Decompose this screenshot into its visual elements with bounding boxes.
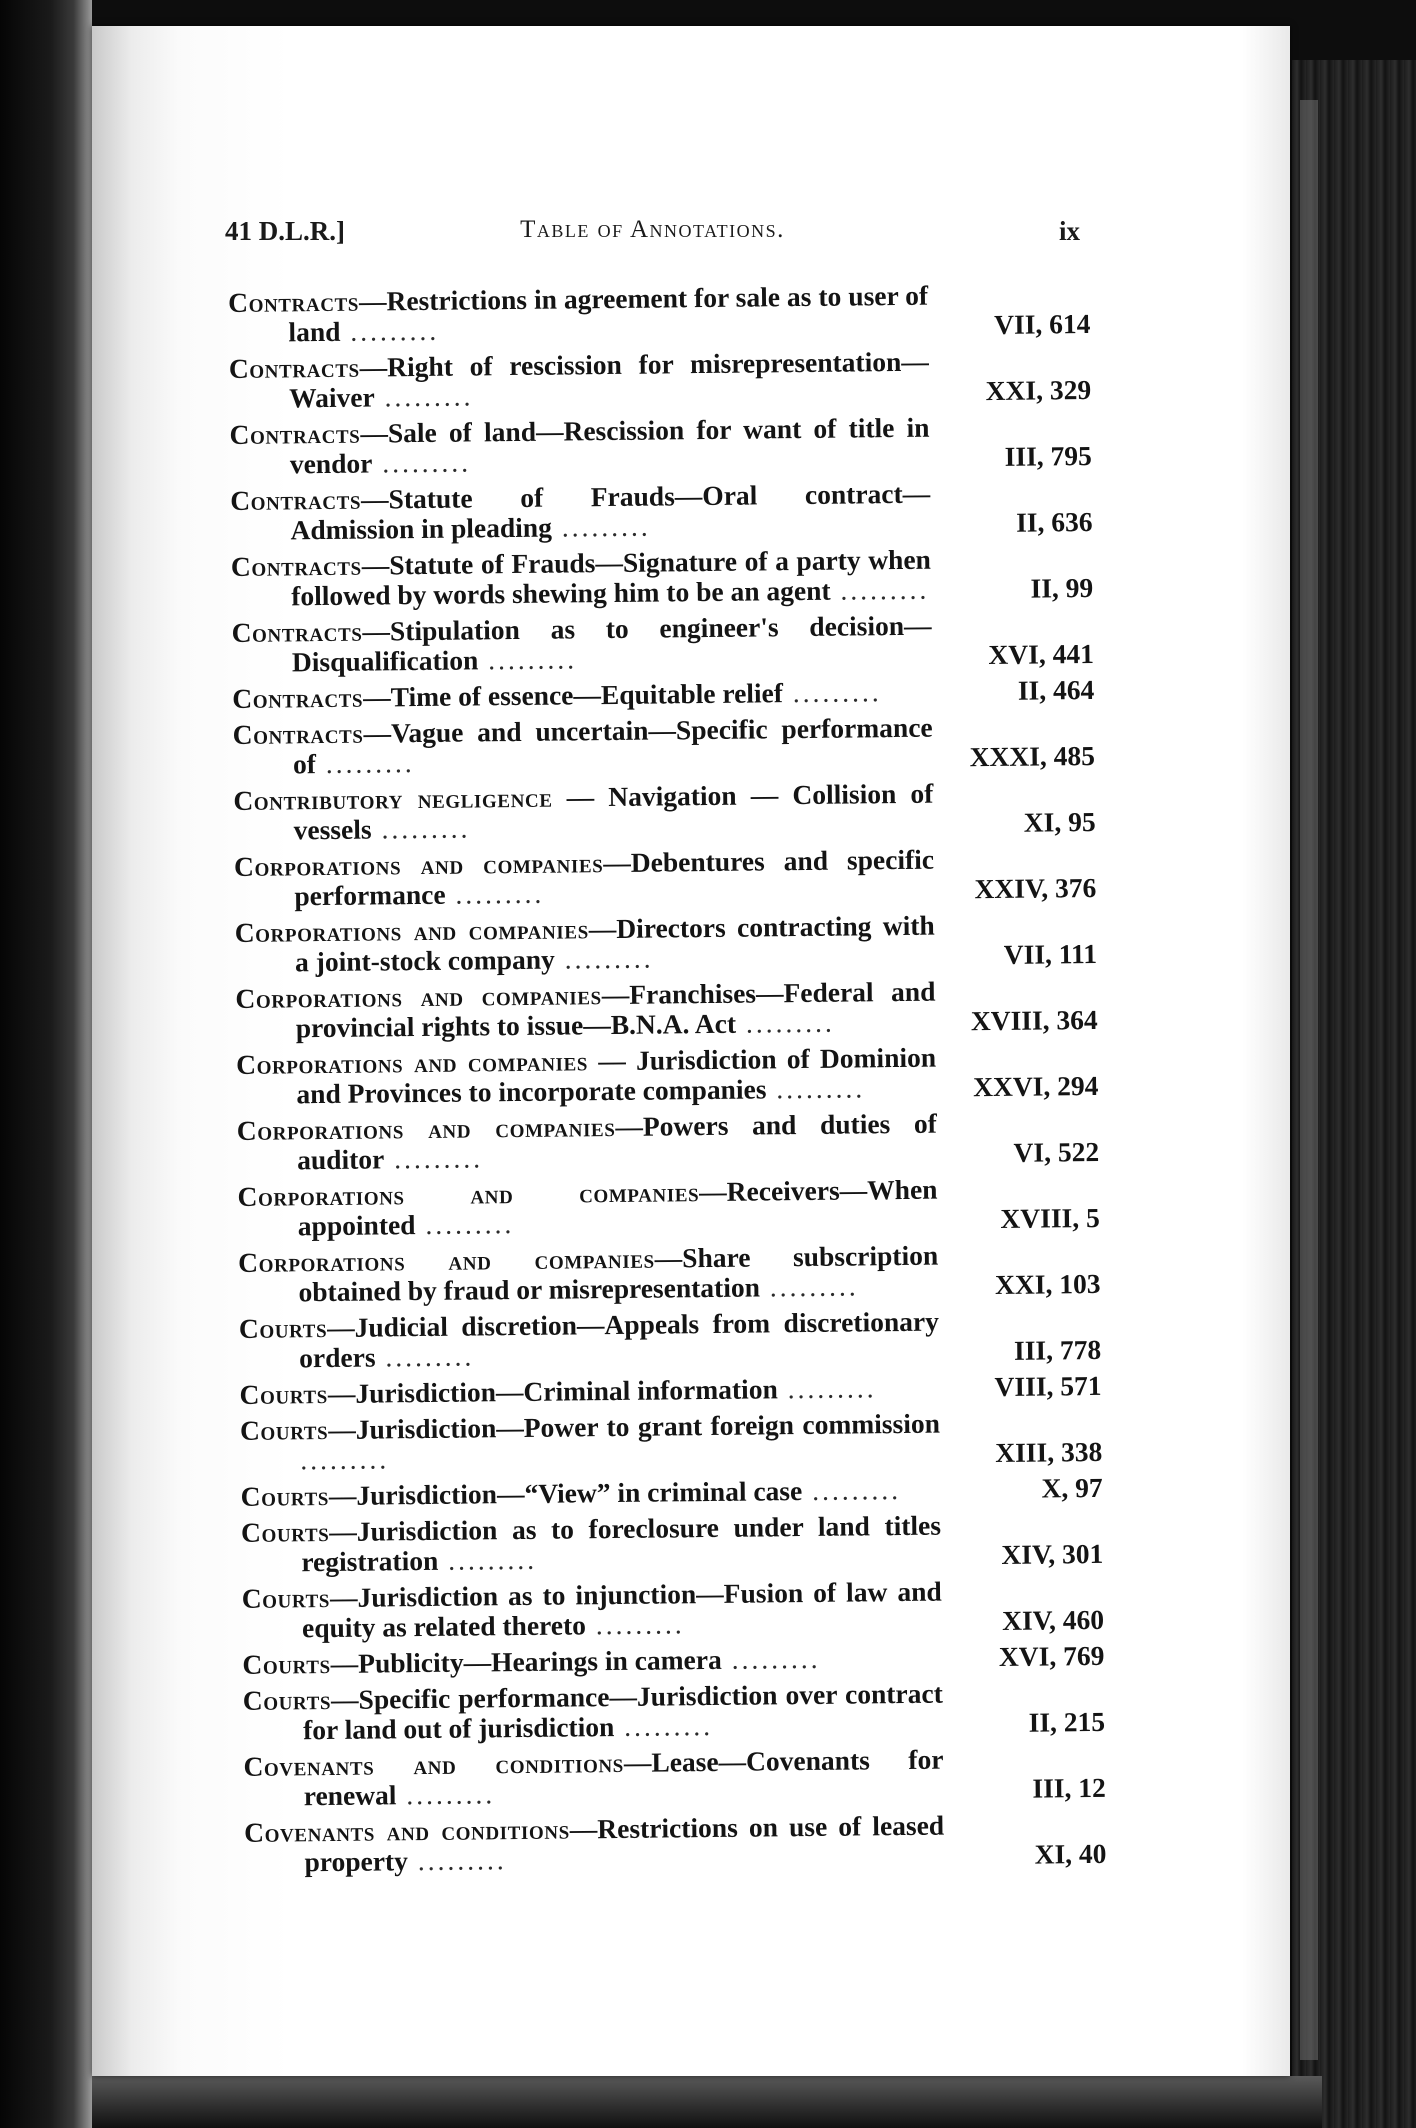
- list-item: [232, 675, 1094, 714]
- entry-topic: Corporations and companies: [235, 979, 602, 1014]
- list-item: [233, 777, 1096, 846]
- entry-topic: Courts: [242, 1683, 332, 1716]
- entry-description: —Restrictions on use of leased property: [304, 1809, 945, 1878]
- entry-topic: Contributory negligence: [233, 781, 553, 816]
- page-number: ix: [1058, 216, 1080, 246]
- book-spine-shadow: [0, 0, 92, 2128]
- entry-text: [238, 1241, 939, 1308]
- entry-text: [241, 1511, 942, 1578]
- entry-text: [236, 1043, 937, 1110]
- dot-leader: .........: [371, 812, 471, 845]
- list-item: [235, 909, 1098, 978]
- book-edge-highlight: [1300, 100, 1318, 2060]
- entry-description: —Jurisdiction as to injunction—Fusion of law and equity as related thereto: [301, 1575, 942, 1644]
- entry-topic: Contracts: [232, 681, 364, 714]
- entry-description: —Franchises—Federal and provincial rights to issue—B.N.A. Act: [295, 975, 936, 1044]
- entry-text: [235, 911, 936, 978]
- entry-reference: II, 215: [1028, 1705, 1106, 1738]
- entry-topic: Corporations and companies: [233, 847, 604, 882]
- list-item: [229, 345, 1092, 414]
- entry-topic: Corporations and companies: [235, 1045, 589, 1080]
- entry-reference: XXVI, 294: [972, 1069, 1099, 1103]
- entry-reference: VII, 614: [993, 307, 1091, 340]
- entry-description: —Stipulation as to engineer's decision—Disqualification: [291, 609, 932, 678]
- dot-leader: .........: [735, 1006, 835, 1039]
- entry-text: [240, 1409, 941, 1476]
- dot-leader: .........: [384, 1142, 484, 1175]
- entry-text: [243, 1745, 944, 1812]
- entry-topic: Covenants and conditions: [244, 1813, 570, 1848]
- entry-topic: Contracts: [232, 717, 364, 750]
- dot-leader: .........: [777, 1372, 877, 1405]
- entry-reference: III, 795: [1004, 439, 1092, 472]
- dot-leader: .........: [396, 1778, 496, 1811]
- entry-description: —Jurisdiction—Criminal information: [327, 1373, 778, 1410]
- dot-leader: .........: [300, 1443, 390, 1476]
- entry-description: —Debentures and specific performance: [294, 843, 935, 912]
- entry-description: —Judicial discretion—Appeals from discretionary orders: [299, 1305, 940, 1374]
- dot-leader: .........: [782, 676, 882, 709]
- dot-leader: .........: [438, 1543, 538, 1576]
- entry-reference: VIII, 571: [994, 1369, 1102, 1403]
- entry-description: —Share subscription obtained by fraud or misrepresentation: [298, 1239, 939, 1308]
- entry-reference: XIII, 338: [995, 1435, 1103, 1469]
- list-item: [231, 609, 1094, 678]
- entry-reference: XXI, 103: [994, 1267, 1101, 1301]
- entry-description: —Jurisdiction—Power to grant foreign commission: [328, 1407, 941, 1446]
- entry-topic: Contracts: [229, 417, 361, 450]
- list-item: [242, 1575, 1105, 1644]
- entry-text: [231, 611, 932, 678]
- entry-topic: Courts: [239, 1378, 329, 1410]
- dot-leader: .........: [585, 1608, 685, 1641]
- entry-topic: Courts: [240, 1516, 330, 1548]
- entry-description: —Vague and uncertain—Specific performance of: [292, 711, 933, 780]
- dot-leader: .........: [478, 643, 578, 676]
- entry-reference: XIV, 460: [1001, 1603, 1105, 1636]
- dot-leader: .........: [315, 747, 415, 780]
- entry-text: [239, 1373, 939, 1410]
- entry-text: [234, 845, 935, 912]
- entry-description: —Specific performance—Jurisdiction over contract for land out of jurisdiction: [302, 1677, 943, 1746]
- entry-topic: Covenants and conditions: [243, 1746, 625, 1782]
- entry-topic: Courts: [242, 1648, 331, 1680]
- list-item: [231, 543, 1094, 612]
- list-item: [239, 1305, 1102, 1374]
- list-item: [237, 1173, 1100, 1242]
- list-item: [241, 1473, 1103, 1512]
- list-item: [243, 1743, 1106, 1812]
- entry-text: [244, 1811, 945, 1878]
- dot-leader: .........: [551, 510, 651, 543]
- annotations-list: [228, 279, 1107, 1884]
- entry-text: [232, 677, 932, 714]
- entry-topic: Corporations and companies: [237, 1176, 700, 1212]
- entry-text: [231, 545, 932, 612]
- entry-topic: Courts: [238, 1312, 328, 1344]
- entry-topic: Contracts: [230, 483, 362, 516]
- entry-reference: XI, 40: [1034, 1837, 1107, 1870]
- entry-text: [242, 1643, 942, 1680]
- entry-description: —Powers and duties of auditor: [296, 1107, 937, 1176]
- entry-text: [237, 1175, 938, 1242]
- list-item: [233, 711, 1096, 780]
- list-item: [242, 1641, 1104, 1680]
- dot-leader: .........: [802, 1474, 902, 1507]
- entry-reference: II, 636: [1015, 505, 1093, 538]
- dot-leader: .........: [407, 1844, 507, 1877]
- list-item: [234, 843, 1097, 912]
- dot-leader: .........: [340, 314, 440, 347]
- entry-reference: III, 12: [1032, 1771, 1106, 1804]
- entry-description: —Right of rescission for misrepresentation—Waiver: [288, 345, 929, 414]
- dot-leader: .........: [721, 1642, 821, 1675]
- entry-text: [242, 1577, 943, 1644]
- dot-leader: .........: [830, 573, 930, 606]
- entry-text: [228, 281, 929, 348]
- entry-topic: Corporations and companies: [236, 1110, 616, 1146]
- dot-leader: .........: [445, 877, 545, 910]
- entry-description: —Directors contracting with a joint-stock company: [294, 909, 935, 978]
- entry-reference: VI, 522: [1013, 1135, 1100, 1168]
- list-item: [230, 477, 1093, 546]
- dot-leader: .........: [372, 446, 472, 479]
- entry-text: [233, 779, 934, 846]
- entry-topic: Contracts: [230, 549, 362, 582]
- entry-description: —Jurisdiction—“View” in criminal case: [328, 1475, 803, 1512]
- entry-description: —Receivers—When appointed: [297, 1173, 938, 1242]
- entry-reference: XVI, 769: [998, 1639, 1105, 1673]
- entry-topic: Contracts: [228, 351, 360, 384]
- entry-reference: XVI, 441: [988, 637, 1095, 671]
- list-item: [240, 1407, 1103, 1476]
- entry-text: [229, 347, 930, 414]
- entry-text: [235, 977, 936, 1044]
- entry-description: —Lease—Covenants for renewal: [303, 1743, 944, 1812]
- dot-leader: .........: [614, 1710, 714, 1743]
- entry-description: — Jurisdiction of Dominion and Provinces to incorporate companies: [296, 1041, 937, 1110]
- entry-topic: Contracts: [231, 615, 363, 648]
- entry-text: [239, 1307, 940, 1374]
- entry-topic: Contracts: [227, 285, 360, 318]
- dot-leader: .........: [766, 1072, 866, 1105]
- entry-topic: Corporations and companies: [238, 1242, 655, 1278]
- list-item: [238, 1239, 1101, 1308]
- entry-text: [241, 1475, 941, 1512]
- entry-reference: XI, 95: [1023, 805, 1096, 838]
- list-item: [237, 1107, 1100, 1176]
- entry-reference: III, 778: [1013, 1333, 1102, 1366]
- volume-label: 41 D.L.R.]: [225, 216, 345, 246]
- entry-reference: II, 99: [1030, 571, 1094, 604]
- page-title: Table of Annotations.: [520, 216, 785, 243]
- entry-topic: Courts: [241, 1582, 331, 1614]
- dot-leader: .........: [374, 380, 474, 413]
- entry-description: —Jurisdiction as to foreclosure under land titles registration: [301, 1509, 942, 1578]
- entry-reference: X, 97: [1041, 1471, 1103, 1504]
- entry-reference: XIV, 301: [1001, 1537, 1104, 1570]
- entry-reference: II, 464: [1017, 673, 1095, 706]
- entry-description: — Navigation — Collision of vessels: [293, 777, 934, 846]
- entry-description: —Time of essence—Equitable relief: [362, 677, 784, 713]
- entry-topic: Courts: [239, 1414, 329, 1446]
- dot-leader: .........: [554, 942, 654, 975]
- entry-text: [243, 1679, 944, 1746]
- list-item: [236, 1041, 1099, 1110]
- entry-text: [237, 1109, 938, 1176]
- entry-description: —Statute of Frauds—Signature of a party when followed by words shewing him to be an agent: [291, 543, 932, 612]
- running-header: [225, 216, 1080, 256]
- list-item: [228, 279, 1091, 348]
- list-item: [239, 1371, 1101, 1410]
- list-item: [244, 1809, 1107, 1878]
- entry-description: —Sale of land—Rescission for want of title in vendor: [289, 411, 930, 480]
- dot-leader: .........: [415, 1208, 515, 1241]
- entry-text: [233, 713, 934, 780]
- entry-reference: XVIII, 5: [1000, 1201, 1100, 1234]
- dot-leader: .........: [375, 1340, 475, 1373]
- list-item: [241, 1509, 1104, 1578]
- dot-leader: .........: [759, 1270, 859, 1303]
- entry-text: [229, 413, 930, 480]
- entry-text: [230, 479, 931, 546]
- list-item: [243, 1677, 1106, 1746]
- list-item: [229, 411, 1092, 480]
- entry-reference: XXXI, 485: [969, 739, 1096, 773]
- list-item: [235, 975, 1098, 1044]
- entry-reference: VII, 111: [1003, 937, 1098, 970]
- entry-description: —Restrictions in agreement for sale as to user of land: [288, 279, 929, 348]
- bottom-shadow: [92, 2076, 1322, 2128]
- entry-description: —Publicity—Hearings in camera: [330, 1643, 722, 1679]
- entry-reference: XXI, 329: [985, 373, 1092, 407]
- entry-description: —Statute of Frauds—Oral contract—Admission in pleading: [290, 477, 931, 546]
- entry-topic: Corporations and companies: [234, 913, 589, 948]
- entry-topic: Courts: [240, 1480, 330, 1512]
- entry-reference: XXIV, 376: [974, 871, 1097, 905]
- entry-reference: XVIII, 364: [970, 1003, 1098, 1037]
